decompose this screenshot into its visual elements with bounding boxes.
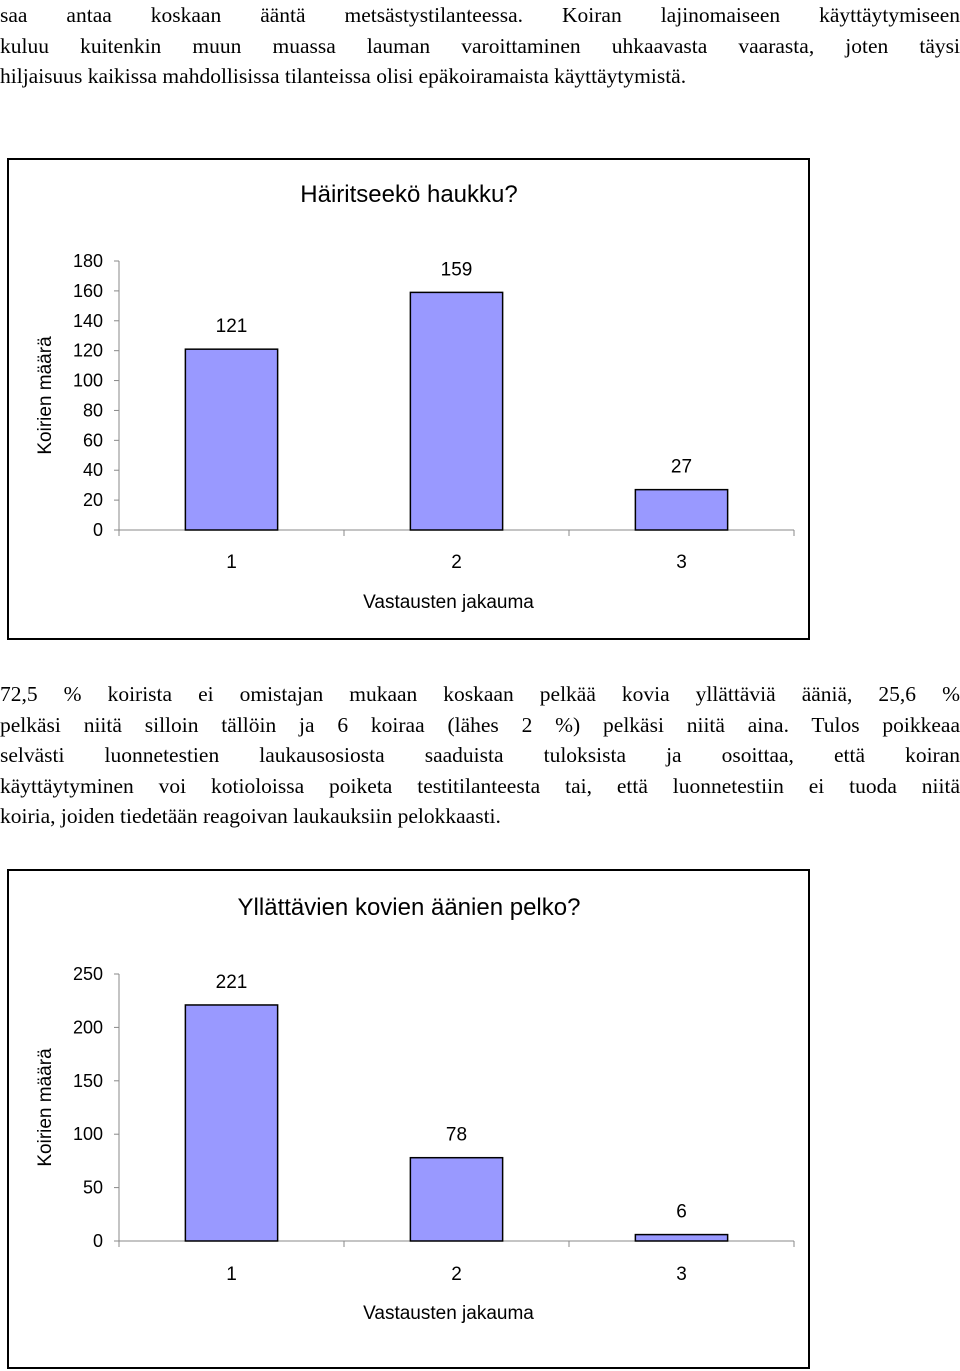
bar bbox=[635, 490, 727, 530]
x-tick-label: 2 bbox=[451, 1264, 462, 1285]
data-label: 221 bbox=[215, 971, 248, 993]
text-line: saa antaa koskaan ääntä metsästystilanteessa. Koiran lajinomaiseen käyttäytymiseen bbox=[0, 3, 960, 27]
text-line: käyttäytyminen voi kotioloissa poiketa testitilanteesta tai, että luonnetestiin ei tuoda niitä bbox=[0, 773, 960, 798]
text-line: pelkäsi niitä silloin tällöin ja 6 koiraa (lähes 2 %) pelkäsi niitä aina. Tulos poikkeaa bbox=[0, 712, 960, 737]
y-tick-label: 40 bbox=[82, 460, 103, 481]
x-tick-label: 3 bbox=[676, 552, 687, 573]
y-tick-label: 160 bbox=[72, 280, 103, 301]
y-tick-label: 140 bbox=[72, 310, 103, 331]
bar bbox=[635, 1235, 727, 1241]
paragraph-top bbox=[0, 0, 960, 92]
x-axis-label: Vastausten jakauma bbox=[363, 592, 534, 613]
chart-title: Yllättävien kovien äänien pelko? bbox=[237, 894, 581, 921]
data-label: 121 bbox=[215, 316, 248, 338]
bar bbox=[185, 1005, 277, 1241]
text-line: koiria, joiden tiedetään reagoivan laukauksiin pelokkaasti. bbox=[0, 804, 501, 828]
y-tick-label: 50 bbox=[82, 1177, 103, 1198]
paragraph-middle bbox=[0, 679, 960, 832]
chart-title: Häiritseekö haukku? bbox=[300, 181, 518, 208]
y-tick-label: 20 bbox=[82, 490, 103, 511]
data-label: 27 bbox=[670, 456, 693, 478]
y-tick-label: 180 bbox=[72, 251, 103, 271]
chart-haukku bbox=[9, 160, 812, 642]
text-line: selvästi luonnetestien laukausosiosta saaduista tuloksista ja osoittaa, että koiran bbox=[0, 743, 960, 767]
y-tick-label: 250 bbox=[72, 964, 103, 984]
x-tick-label: 3 bbox=[676, 1264, 687, 1285]
text-line: 72,5 % koirista ei omistajan mukaan koskaan pelkää kovia yllättäviä ääniä, 25,6 % bbox=[0, 682, 960, 706]
y-tick-label: 100 bbox=[72, 1124, 103, 1145]
chart-aanien-pelko bbox=[9, 871, 812, 1371]
bar bbox=[185, 349, 277, 530]
y-tick-label: 200 bbox=[72, 1017, 103, 1038]
x-tick-label: 1 bbox=[226, 552, 237, 573]
text-line: hiljaisuus kaikissa mahdollisissa tilanteissa olisi epäkoiramaista käyttäytymistä. bbox=[0, 64, 687, 88]
x-tick-label: 2 bbox=[451, 552, 462, 573]
y-tick-label: 150 bbox=[72, 1070, 103, 1091]
y-tick-label: 80 bbox=[82, 400, 103, 421]
chart-haukku-frame bbox=[7, 158, 810, 640]
bar bbox=[410, 292, 502, 530]
y-tick-label: 120 bbox=[72, 340, 103, 361]
y-tick-label: 0 bbox=[92, 1231, 103, 1251]
x-tick-label: 1 bbox=[226, 1264, 237, 1285]
data-label: 159 bbox=[440, 259, 473, 281]
y-axis-label: Koirien määrä bbox=[35, 1048, 56, 1167]
y-axis-label: Koirien määrä bbox=[35, 336, 56, 455]
text-line: kuluu kuitenkin muun muassa lauman varoittaminen uhkaavasta vaarasta, joten täysi bbox=[0, 33, 960, 58]
y-tick-label: 100 bbox=[72, 370, 103, 391]
x-axis-label: Vastausten jakauma bbox=[363, 1303, 534, 1324]
data-label: 6 bbox=[676, 1201, 687, 1223]
data-label: 78 bbox=[445, 1124, 468, 1146]
chart-aanien-pelko-frame bbox=[7, 869, 810, 1369]
bar bbox=[410, 1158, 502, 1241]
y-tick-label: 0 bbox=[92, 520, 103, 540]
y-tick-label: 60 bbox=[82, 430, 103, 451]
